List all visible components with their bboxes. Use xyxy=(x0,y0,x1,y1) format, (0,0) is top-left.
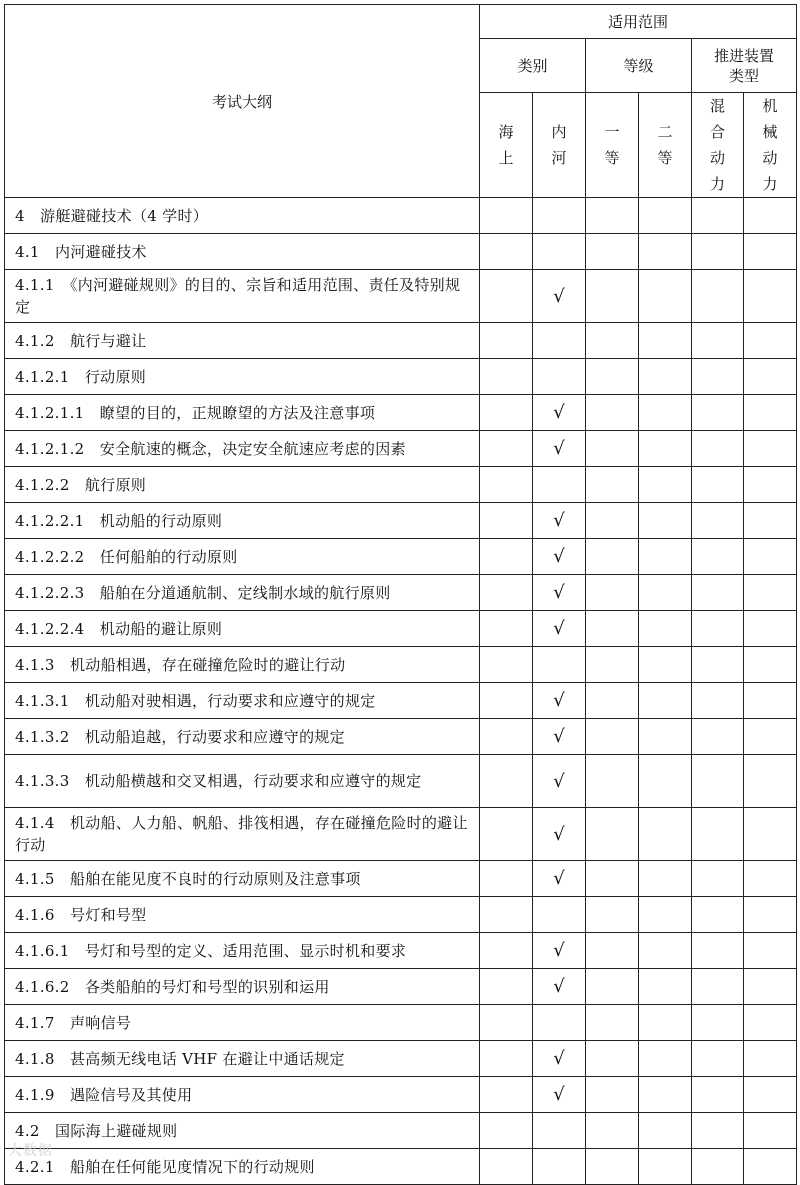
grade2-cell xyxy=(639,503,692,539)
syllabus-item: 4.1.6.1 号灯和号型的定义、适用范围、显示时机和要求 xyxy=(5,933,480,969)
hybrid-cell xyxy=(692,1113,744,1149)
hybrid-cell xyxy=(692,647,744,683)
sea-cell xyxy=(480,323,533,359)
sea-cell xyxy=(480,897,533,933)
grade1-cell xyxy=(586,611,639,647)
table-row xyxy=(5,933,797,969)
syllabus-item: 4.1.3 机动船相遇，存在碰撞危险时的避让行动 xyxy=(5,647,480,683)
syllabus-item: 4.1 内河避碰技术 xyxy=(5,234,480,270)
grade1-cell xyxy=(586,1005,639,1041)
grade1-cell xyxy=(586,503,639,539)
grade1-cell xyxy=(586,270,639,323)
hybrid-cell xyxy=(692,359,744,395)
mechanical-cell xyxy=(744,575,797,611)
grade2-cell xyxy=(639,467,692,503)
syllabus-item: 4.1.2.2.2 任何船舶的行动原则 xyxy=(5,539,480,575)
syllabus-item: 4 游艇避碰技术（4 学时） xyxy=(5,198,480,234)
grade2-cell xyxy=(639,611,692,647)
grade2-cell xyxy=(639,683,692,719)
category-header: 类别 xyxy=(480,39,586,93)
grade2-cell xyxy=(639,808,692,861)
sea-header xyxy=(480,93,533,198)
river-check-mark: √ xyxy=(533,575,586,611)
river-cell xyxy=(533,897,586,933)
river-cell xyxy=(533,1149,586,1185)
syllabus-item: 4.1.2.2.1 机动船的行动原则 xyxy=(5,503,480,539)
watermark: 大数据 xyxy=(8,1143,53,1159)
sea-cell xyxy=(480,359,533,395)
sea-cell xyxy=(480,933,533,969)
river-check-mark: √ xyxy=(533,808,586,861)
table-row xyxy=(5,1041,797,1077)
grade1-cell xyxy=(586,683,639,719)
table-row xyxy=(5,1077,797,1113)
mechanical-cell xyxy=(744,808,797,861)
river-check-mark: √ xyxy=(533,270,586,323)
grade1-cell xyxy=(586,539,639,575)
hybrid-cell xyxy=(692,755,744,808)
table-row xyxy=(5,969,797,1005)
mechanical-cell xyxy=(744,431,797,467)
hybrid-header xyxy=(692,93,744,198)
mechanical-cell xyxy=(744,1113,797,1149)
hybrid-cell xyxy=(692,198,744,234)
river-cell xyxy=(533,647,586,683)
grade1-cell xyxy=(586,359,639,395)
syllabus-item: 4.1.2.2.4 机动船的避让原则 xyxy=(5,611,480,647)
table-row xyxy=(5,234,797,270)
grade1-cell xyxy=(586,395,639,431)
table-row xyxy=(5,719,797,755)
sea-label: 海上 xyxy=(498,123,514,167)
grade1-cell xyxy=(586,1041,639,1077)
grade2-cell xyxy=(639,969,692,1005)
grade1-cell xyxy=(586,575,639,611)
river-check-mark: √ xyxy=(533,969,586,1005)
sea-cell xyxy=(480,431,533,467)
grade2-cell xyxy=(639,431,692,467)
river-check-mark: √ xyxy=(533,611,586,647)
syllabus-item: 4.1.9 遇险信号及其使用 xyxy=(5,1077,480,1113)
syllabus-item: 4.1.2.1.1 瞭望的目的，正规瞭望的方法及注意事项 xyxy=(5,395,480,431)
mechanical-cell xyxy=(744,1149,797,1185)
sea-cell xyxy=(480,539,533,575)
mechanical-cell xyxy=(744,719,797,755)
grade2-cell xyxy=(639,1005,692,1041)
river-cell xyxy=(533,467,586,503)
sea-cell xyxy=(480,647,533,683)
grade1-cell xyxy=(586,431,639,467)
propulsion-label: 推进装置类型 xyxy=(714,46,775,85)
river-check-mark: √ xyxy=(533,539,586,575)
hybrid-cell xyxy=(692,808,744,861)
mechanical-cell xyxy=(744,234,797,270)
syllabus-item: 4.1.5 船舶在能见度不良时的行动原则及注意事项 xyxy=(5,861,480,897)
table-row xyxy=(5,808,797,861)
grade2-cell xyxy=(639,539,692,575)
river-cell xyxy=(533,359,586,395)
river-label: 内河 xyxy=(551,123,567,167)
mechanical-cell xyxy=(744,861,797,897)
grade2-cell xyxy=(639,1041,692,1077)
table-row xyxy=(5,395,797,431)
propulsion-header xyxy=(692,39,797,93)
grade2-cell xyxy=(639,323,692,359)
river-check-mark: √ xyxy=(533,683,586,719)
syllabus-item: 4.1.4 机动船、人力船、帆船、排筏相遇，存在碰撞危险时的避让行动 xyxy=(5,808,480,861)
hybrid-cell xyxy=(692,861,744,897)
grade2-cell xyxy=(639,1113,692,1149)
syllabus-item: 4.1.7 声响信号 xyxy=(5,1005,480,1041)
sea-cell xyxy=(480,575,533,611)
table-row xyxy=(5,897,797,933)
river-check-mark: √ xyxy=(533,1041,586,1077)
mechanical-cell xyxy=(744,933,797,969)
mechanical-cell xyxy=(744,1005,797,1041)
mechanical-cell xyxy=(744,503,797,539)
hybrid-cell xyxy=(692,270,744,323)
syllabus-table xyxy=(4,4,797,1185)
table-row xyxy=(5,270,797,323)
river-check-mark: √ xyxy=(533,719,586,755)
grade1-label: 一等 xyxy=(604,123,620,167)
table-row xyxy=(5,755,797,808)
table-row xyxy=(5,647,797,683)
grade2-cell xyxy=(639,755,692,808)
grade2-label: 二等 xyxy=(657,123,673,167)
hybrid-cell xyxy=(692,234,744,270)
syllabus-header: 考试大纲 xyxy=(5,5,480,198)
hybrid-cell xyxy=(692,1149,744,1185)
grade2-cell xyxy=(639,234,692,270)
table-row xyxy=(5,1005,797,1041)
grade2-cell xyxy=(639,647,692,683)
hybrid-cell xyxy=(692,539,744,575)
mechanical-header xyxy=(744,93,797,198)
table-row xyxy=(5,503,797,539)
river-check-mark: √ xyxy=(533,503,586,539)
mechanical-cell xyxy=(744,647,797,683)
sea-cell xyxy=(480,861,533,897)
hybrid-cell xyxy=(692,1041,744,1077)
syllabus-item: 4.1.3.1 机动船对驶相遇，行动要求和应遵守的规定 xyxy=(5,683,480,719)
hybrid-cell xyxy=(692,683,744,719)
river-cell xyxy=(533,323,586,359)
mechanical-cell xyxy=(744,323,797,359)
table-row xyxy=(5,323,797,359)
grade1-header xyxy=(586,93,639,198)
river-cell xyxy=(533,198,586,234)
scope-header: 适用范围 xyxy=(480,5,797,39)
sea-cell xyxy=(480,503,533,539)
mechanical-cell xyxy=(744,270,797,323)
table-row xyxy=(5,1149,797,1185)
table-row xyxy=(5,611,797,647)
hybrid-cell xyxy=(692,1005,744,1041)
syllabus-item: 4.1.3.2 机动船追越，行动要求和应遵守的规定 xyxy=(5,719,480,755)
hybrid-cell xyxy=(692,575,744,611)
hybrid-cell xyxy=(692,897,744,933)
grade2-cell xyxy=(639,575,692,611)
grade2-cell xyxy=(639,198,692,234)
table-body xyxy=(5,198,797,1185)
table-row xyxy=(5,575,797,611)
grade1-cell xyxy=(586,234,639,270)
sea-cell xyxy=(480,969,533,1005)
sea-cell xyxy=(480,1077,533,1113)
river-check-mark: √ xyxy=(533,431,586,467)
mechanical-cell xyxy=(744,1041,797,1077)
table-row xyxy=(5,431,797,467)
sea-cell xyxy=(480,395,533,431)
sea-cell xyxy=(480,1113,533,1149)
mechanical-cell xyxy=(744,359,797,395)
syllabus-item: 4.1.2.1.2 安全航速的概念，决定安全航速应考虑的因素 xyxy=(5,431,480,467)
grade2-cell xyxy=(639,270,692,323)
grade2-cell xyxy=(639,359,692,395)
grade1-cell xyxy=(586,198,639,234)
sea-cell xyxy=(480,1005,533,1041)
hybrid-cell xyxy=(692,933,744,969)
hybrid-cell xyxy=(692,431,744,467)
grade2-cell xyxy=(639,861,692,897)
sea-cell xyxy=(480,808,533,861)
grade1-cell xyxy=(586,1113,639,1149)
grade1-cell xyxy=(586,969,639,1005)
grade1-cell xyxy=(586,323,639,359)
grade1-cell xyxy=(586,933,639,969)
table-row xyxy=(5,683,797,719)
sea-cell xyxy=(480,683,533,719)
sea-cell xyxy=(480,270,533,323)
hybrid-label: 混合动力 xyxy=(710,97,726,193)
river-cell xyxy=(533,1113,586,1149)
syllabus-item: 4.1.6 号灯和号型 xyxy=(5,897,480,933)
grade1-cell xyxy=(586,808,639,861)
mechanical-cell xyxy=(744,897,797,933)
sea-cell xyxy=(480,467,533,503)
syllabus-item: 4.2 国际海上避碰规则 xyxy=(5,1113,480,1149)
grade2-cell xyxy=(639,1149,692,1185)
sea-cell xyxy=(480,1041,533,1077)
sea-cell xyxy=(480,198,533,234)
river-check-mark: √ xyxy=(533,933,586,969)
table-row xyxy=(5,467,797,503)
grade1-cell xyxy=(586,719,639,755)
river-header xyxy=(533,93,586,198)
mechanical-cell xyxy=(744,539,797,575)
grade1-cell xyxy=(586,1149,639,1185)
grade2-cell xyxy=(639,933,692,969)
grade1-cell xyxy=(586,897,639,933)
sea-cell xyxy=(480,1149,533,1185)
table-row xyxy=(5,359,797,395)
table-row xyxy=(5,861,797,897)
grade2-cell xyxy=(639,1077,692,1113)
sea-cell xyxy=(480,719,533,755)
grade2-header xyxy=(639,93,692,198)
syllabus-item: 4.1.3.3 机动船横越和交叉相遇，行动要求和应遵守的规定 xyxy=(5,755,480,808)
mechanical-cell xyxy=(744,198,797,234)
mechanical-cell xyxy=(744,755,797,808)
syllabus-item: 4.1.2.2 航行原则 xyxy=(5,467,480,503)
sea-cell xyxy=(480,234,533,270)
river-cell xyxy=(533,234,586,270)
mechanical-cell xyxy=(744,395,797,431)
syllabus-item: 4.1.2.2.3 船舶在分道通航制、定线制水域的航行原则 xyxy=(5,575,480,611)
river-check-mark: √ xyxy=(533,1077,586,1113)
sea-cell xyxy=(480,611,533,647)
mechanical-label: 机械动力 xyxy=(762,97,778,193)
syllabus-item: 4.1.8 甚高频无线电话 VHF 在避让中通话规定 xyxy=(5,1041,480,1077)
sea-cell xyxy=(480,755,533,808)
syllabus-item: 4.1.2 航行与避让 xyxy=(5,323,480,359)
grade-header: 等级 xyxy=(586,39,692,93)
syllabus-item: 4.2.1 船舶在任何能见度情况下的行动规则 xyxy=(5,1149,480,1185)
grade1-cell xyxy=(586,467,639,503)
mechanical-cell xyxy=(744,611,797,647)
grade1-cell xyxy=(586,861,639,897)
grade1-cell xyxy=(586,647,639,683)
mechanical-cell xyxy=(744,683,797,719)
hybrid-cell xyxy=(692,969,744,1005)
mechanical-cell xyxy=(744,1077,797,1113)
hybrid-cell xyxy=(692,395,744,431)
mechanical-cell xyxy=(744,467,797,503)
grade1-cell xyxy=(586,1077,639,1113)
grade1-cell xyxy=(586,755,639,808)
hybrid-cell xyxy=(692,719,744,755)
hybrid-cell xyxy=(692,467,744,503)
table-row xyxy=(5,198,797,234)
table-row xyxy=(5,539,797,575)
river-check-mark: √ xyxy=(533,861,586,897)
syllabus-item: 4.1.2.1 行动原则 xyxy=(5,359,480,395)
syllabus-item: 4.1.1 《内河避碰规则》的目的、宗旨和适用范围、责任及特别规定 xyxy=(5,270,480,323)
syllabus-item: 4.1.6.2 各类船舶的号灯和号型的识别和运用 xyxy=(5,969,480,1005)
river-check-mark: √ xyxy=(533,395,586,431)
mechanical-cell xyxy=(744,969,797,1005)
grade2-cell xyxy=(639,897,692,933)
river-cell xyxy=(533,1005,586,1041)
hybrid-cell xyxy=(692,503,744,539)
table-row xyxy=(5,1113,797,1149)
river-check-mark: √ xyxy=(533,755,586,808)
grade2-cell xyxy=(639,395,692,431)
grade2-cell xyxy=(639,719,692,755)
hybrid-cell xyxy=(692,323,744,359)
hybrid-cell xyxy=(692,1077,744,1113)
hybrid-cell xyxy=(692,611,744,647)
